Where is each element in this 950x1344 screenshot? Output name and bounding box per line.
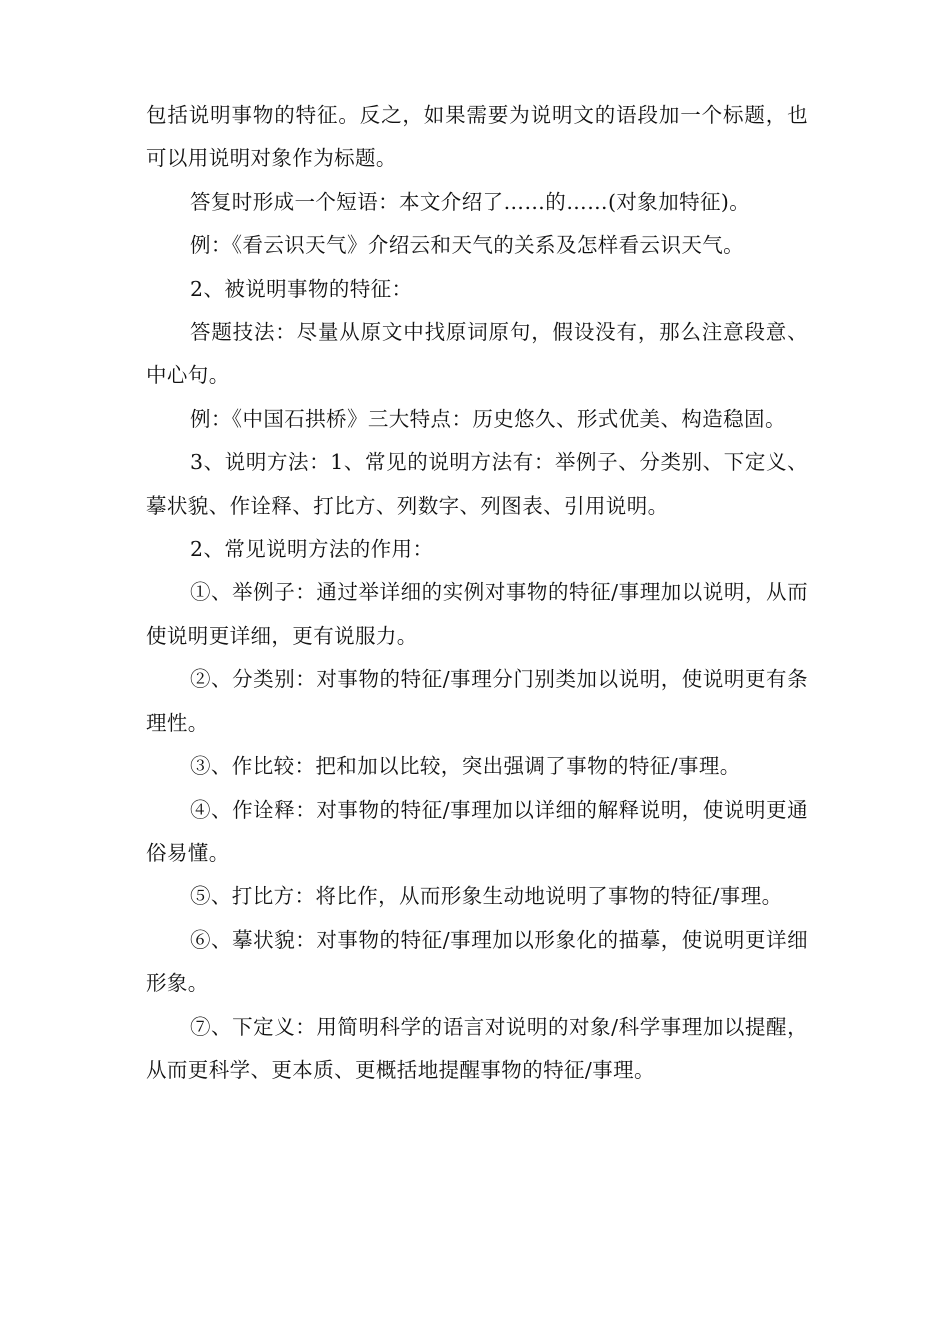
paragraph-methods-list: 3、说明方法：1、常见的说明方法有：举例子、分类别、下定义、摹状貌、作诠释、打比方、列数字、列图表、引用说明。 (146, 450, 808, 518)
paragraph-method-3: ③、作比较：把和加以比较，突出强调了事物的特征/事理。 (190, 754, 741, 779)
paragraph-method-1: ①、举例子：通过举详细的实例对事物的特征/事理加以说明，从而使说明更详细，更有说服力。 (146, 580, 808, 648)
paragraph-method-6: ⑥、摹状貌：对事物的特征/事理加以形象化的描摹，使说明更详细形象。 (146, 927, 808, 996)
paragraph-example-2: 例：《中国石拱桥》三大特点：历史悠久、形式优美、构造稳固。 (190, 406, 786, 431)
paragraph-method-5: ⑤、打比方：将比作，从而形象生动地说明了事物的特征/事理。 (190, 884, 783, 909)
paragraph-heading-methods-effect: 2、常见说明方法的作用： (190, 537, 434, 562)
document-body (146, 94, 808, 1092)
paragraph-continuation: 包括说明事物的特征。反之，如果需要为说明文的语段加一个标题，也可以用说明对象作为标题。 (146, 103, 808, 171)
paragraph-answer-technique: 答题技法：尽量从原文中找原词原句，假设没有，那么注意段意、中心句。 (146, 320, 808, 388)
paragraph-example-1: 例：《看云识天气》介绍云和天气的关系及怎样看云识天气。 (190, 233, 745, 258)
paragraph-method-7: ⑦、下定义：用简明科学的语言对说明的对象/科学事理加以提醒，从而更科学、更本质、更概括地提醒事物的特征/事理。 (146, 1014, 808, 1082)
paragraph-method-4: ④、作诠释：对事物的特征/事理加以详细的解释说明，使说明更通俗易懂。 (146, 797, 808, 865)
paragraph-heading-features: 2、被说明事物的特征： (190, 276, 413, 301)
paragraph-method-2: ②、分类别：对事物的特征/事理分门别类加以说明，使说明更有条理性。 (146, 667, 808, 735)
paragraph-answer-format: 答复时形成一个短语：本文介绍了……的……(对象加特征)。 (190, 189, 751, 214)
